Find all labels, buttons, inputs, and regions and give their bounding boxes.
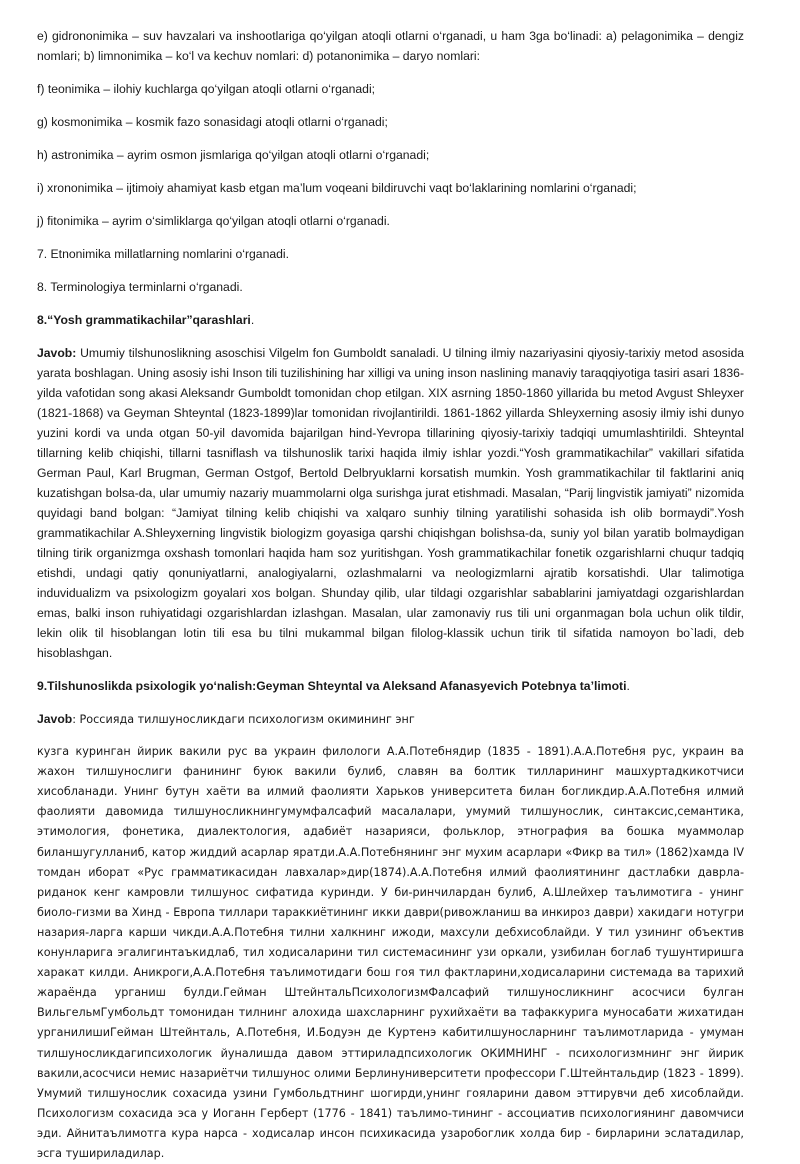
- section-9-answer: [37, 709, 744, 730]
- list-item-kosmonimika: g) kosmonimika – kosmik fazo sonasidagi atoqli otlarni o‘rganadi;: [37, 115, 388, 129]
- section-9-body: кузга куринган йирик вакили рус ва украин филологи А.А.Потебнядир (1835 - 1891).А.А.Потебня рус, украин ва жахон тилшунослиги фанининг буюк вакили булиб, славян ва болтик тилларининг машхуртадкикотчиси хисобланади. Унинг бутун хаёти ва илмий фаолияти Харьков университета билан богликдир.А.А.Потебня илмий фаолияти давомида тилшуносликнингумумфалсафий масалалари, умумий тилшунослик, синтаксис,семантика, этимология, фонетика, диалектология, адабиёт назарияси, фольклор, этнография ва бошка муаммолар биланшугулланиб, катор жиддий асарлар яратди.А.А.Потебнянинг энг мухим асарлари «Фикр ва тил» (1862)хамда IV томдан иборат «Рус грамматикасидан лавхалар»дир(1874).А.А.Потебня илмий фаолиятининг дастлабки даврла-риданок кенг камровли тилшунос сифатида куринди. У би-ринчилардан булиб, А.Шлейхер таълимотига - унинг биоло-гизми ва Хинд - Европа тиллари тараккиётининг икки даври(ривожланиш ва инкироз даври) хакидаги нотугри назария-ларга карши чикди.А.А.Потебня тилни халкнинг ижоди, махсули дебхисоблайди. У тил узининг объектив конунларига эгалигинтаъкидлаб, тил ходисаларини тил системасининг узи оркали, узибилан боглаб тушунтиришга харакат килди. Аникроги,А.А.Потебня таълимотидаги бош гоя тил фактларини,ходисаларини системада ва тарихий жараёнда урганиш булди.Гейман ШтейнтальПсихологизмФалсафий тилшуносликнинг асосчиси булган ВильгельмГумбольдт томонидан тилнинг алохида шахсларнинг рухийхаёти ва тафаккурига муносабати жихатидан урганилишиГейман Штейнталь, А.Потебня, И.Бодуэн де Куртенэ кабитилшуносларнинг таълимотларида - умуман тилшуносликдагипсихологик йуналишда давом эттириладпсихологик ОКИМНИНГ - психологизмнинг энг йирик вакили,асосчиси немис назариётчи тилшунос олими Берлинуниверситети профессори Г.Штейнтальдир (1823 - 1899). Умумий тилшунослик сохасида узини Гумбольдтнинг шогирди,унинг гояларини давом эттирувчи деб хисоблайди. Психологизм сохасида эса у Иоганн Герберт (1776 - 1841) таълимо-тининг - ассоциатив психологиянинг давомчиси эди. Айнитаълимотга кура нарса - ходисалар инсон психикасида узаробоглик холда бир - бирларини эслатадилар, эсга тушириладилар.: [37, 745, 744, 1160]
- list-item-xrononimika: i) xrononimika – ijtimoiy ahamiyat kasb etgan ma’lum voqeani bildiruvchi vaqt bo‘laklarining nomlarini o‘rganadi;: [37, 181, 637, 195]
- section-8-answer: [37, 343, 744, 663]
- list-item-gidrononimika: e) gidrononimika – suv havzalari va inshootlariga qo‘yilgan atoqli otlarni o‘rganadi, u ham 3ga bo‘linadi: a) pelagonimika – dengiz nomlari; b) limnonimika – ko‘l va kechuv nomlari: d) potanonimika – daryo nomlari:: [37, 29, 744, 63]
- list-item-astronimika: h) astronimika – ayrim osmon jismlariga qo‘yilgan atoqli otlarni o‘rganadi;: [37, 148, 430, 162]
- section-9-heading-text: 9.Tilshunoslikda psixologik yo‘nalish:Geyman Shteyntal va Aleksand Afanasyevich Potebnya ta’limoti: [37, 679, 627, 693]
- section-9-heading-suffix: .: [626, 679, 630, 693]
- section-9-answer-label: Javob: [37, 712, 73, 726]
- list-item-etnonimika: 7. Etnonimika millatlarning nomlarini o‘rganadi.: [37, 247, 289, 261]
- section-8-answer-label: Javob:: [37, 346, 77, 360]
- document-page: [37, 26, 744, 1164]
- list-item-terminologiya: 8. Terminologiya terminlarni o‘rganadi.: [37, 280, 243, 294]
- section-9-answer-text: : Россияда тилшуносликдаги психологизм окимининг энг: [72, 713, 415, 726]
- list-item-fitonimika: j) fitonimika – ayrim o‘simliklarga qo‘yilgan atoqli otlarni o‘rganadi.: [37, 214, 390, 228]
- section-8-heading-text: 8.“Yosh grammatikachilar”qarashlari: [37, 313, 251, 327]
- section-9-heading: [37, 676, 744, 696]
- section-8-heading: [37, 310, 744, 330]
- list-item-teonimika: f) teonimika – ilohiy kuchlarga qo‘yilgan atoqli otlarni o‘rganadi;: [37, 82, 376, 96]
- section-8-heading-suffix: .: [250, 313, 255, 327]
- section-8-answer-text: Umumiy tilshunoslikning asoschisi Vilgelm fon Gumboldt sanaladi. U tilning ilmiy nazariyasini qiyosiy-tarixiy metod asosida yarata boshlagan. Uning asosiy ishi Inson tili tuzilishining har xilligi va uning inson naslining manaviy taraqqiyotiga tasiri asari 1836-yilda vafotidan song akasi Aleksandr Gumboldt tomonidan chop etilgan. XIX asrning 1850-1860 yillarida bu metod Avgust Shleyxer (1821-1868) va Geyman Shteyntal (1823-1899)lar tomonidan rivojlantirildi. 1861-1862 yillarda Shleyxerning asosiy ilmiy ishi dunyo yuzini kordi va unda otgan 50-yil davomida bajarilgan hind-Yevropa tillarining qiyosiy-tarixiy tadqiqi umumlashtirildi. Shteyntal tillarning kelib chiqishi, tillarni tasniflash va tilshunoslik tarixi haqida ilmiy ishlar yozdi.“Yosh grammatikachilar” vakillari sifatida German Paul, Karl Brugman, German Ostgof, Bertold Delbryuklarni korsatish mumkin. Yosh grammatikachilar til faktlarini aniq kuzatishgan bolsa-da, ular umumiy nazariy muammolarni olga surishga jurat etishmadi. Masalan, “Parij lingvistik jamiyati” nizomida quyidagi band bolgan: “Jamiyat tilning kelib chiqishi va xalqaro sunhiy tilning yaratilishi sohasida ish olib bormaydi”.Yosh grammatikachilar A.Shleyxerning lingvistik biologizm goyasiga qarshi chiqishgan bolishsa-da, suniy yol bilan yaratib bolmaydigan tilning tirik organizmga oxshash tomonlari haqida ham soz yuritishgan. Yosh grammatikachilar fonetik ozgarishlarni chuqur tadqiq etishdi, undagi qatiy qonuniyatlarni, analogiyalarni, ozlashmalarni va neologizmlarni ajratib korsatishdi. Ular talimotiga induvidualizm va psixologizm goyalari xos bolgan. Shunday qilib, ular tildagi ozgarishlar sabablarini jamiyatdagi ozgarishlardan emas, balki inson ruhiyatidagi ozgarishlardan izlashgan. Masalan, ular zamonaviy rus tili uni organmagan bola uchun olik tildir, lekin olik til hisoblangan lotin tili esa bu tilni mukammal bilgan filolog-klassik uchun tirik til sifatida namoyon bo`ladi, deb hisoblashgan.: [37, 346, 744, 660]
